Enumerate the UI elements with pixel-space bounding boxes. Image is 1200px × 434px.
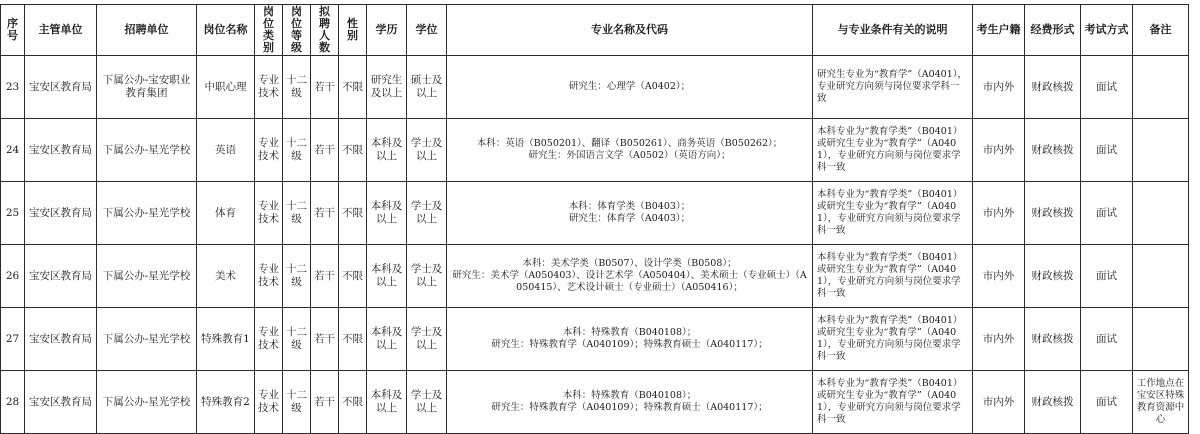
header-cell: 与专业条件有关的说明 xyxy=(813,5,973,56)
table-row xyxy=(1,245,1189,308)
cell-desc: 本科专业为“教育学类”（B0401）或研究生专业为“教育学”（A0401），专业研究方向须与岗位要求学科一致 xyxy=(813,245,973,308)
specialty-line: 本科：体育学类（B0403）； xyxy=(568,201,691,212)
cell-note xyxy=(1133,182,1189,245)
cell-desc: 本科专业为“教育学类”（B0401）或研究生专业为“教育学”（A0401），专业研究方向须与岗位要求学科一致 xyxy=(813,119,973,182)
cell-specialty xyxy=(447,182,813,245)
cell-level: 十二级 xyxy=(283,371,311,434)
header-cell: 学历 xyxy=(367,5,407,56)
cell-category: 专业技术 xyxy=(255,119,283,182)
cell-unit: 下属公办-星光学校 xyxy=(97,119,197,182)
cell-gender: 不限 xyxy=(339,56,367,119)
specialty-line: 本科：美术学类（B0507）、设计学类（B0508）； xyxy=(522,258,737,269)
cell-category: 专业技术 xyxy=(255,56,283,119)
cell-dept: 宝安区教育局 xyxy=(25,308,97,371)
cell-education: 研究生及以上 xyxy=(367,56,407,119)
header-cell: 主管单位 xyxy=(25,5,97,56)
cell-note xyxy=(1133,119,1189,182)
cell-education: 本科及以上 xyxy=(367,371,407,434)
cell-specialty xyxy=(447,245,813,308)
cell-no: 27 xyxy=(1,308,25,371)
cell-desc: 本科专业为“教育学类”（B0401）或研究生专业为“教育学”（A0401），专业研究方向须与岗位要求学科一致 xyxy=(813,308,973,371)
cell-dept: 宝安区教育局 xyxy=(25,56,97,119)
cell-gender: 不限 xyxy=(339,371,367,434)
cell-household: 市内外 xyxy=(973,245,1025,308)
cell-specialty xyxy=(447,56,813,119)
cell-unit: 下属公办-星光学校 xyxy=(97,371,197,434)
recruitment-table-wrapper xyxy=(0,4,1188,434)
cell-category: 专业技术 xyxy=(255,182,283,245)
cell-note xyxy=(1133,245,1189,308)
cell-exam: 面试 xyxy=(1081,308,1133,371)
cell-position: 体育 xyxy=(197,182,255,245)
cell-position: 特殊教育2 xyxy=(197,371,255,434)
cell-exam: 面试 xyxy=(1081,245,1133,308)
cell-gender: 不限 xyxy=(339,245,367,308)
cell-degree: 学士及以上 xyxy=(407,182,447,245)
specialty-line: 研究生：特殊教育学（A040109）；特殊教育硕士（A040117）； xyxy=(491,339,768,350)
cell-note: 工作地点在宝安区特殊教育资源中心 xyxy=(1133,371,1189,434)
cell-no: 25 xyxy=(1,182,25,245)
header-cell: 岗位名称 xyxy=(197,5,255,56)
header-cell: 考试方式 xyxy=(1081,5,1133,56)
cell-desc: 本科专业为“教育学类”（B0401）或研究生专业为“教育学”（A0401），专业研究方向须与岗位要求学科一致 xyxy=(813,371,973,434)
cell-level: 十二级 xyxy=(283,245,311,308)
cell-count: 若干 xyxy=(311,308,339,371)
cell-level: 十二级 xyxy=(283,119,311,182)
cell-no: 28 xyxy=(1,371,25,434)
header-cell: 学位 xyxy=(407,5,447,56)
specialty-line: 本科：英语（B050201）、翻译（B050261）、商务英语（B050262）； xyxy=(476,138,783,149)
header-cell: 考生户籍 xyxy=(973,5,1025,56)
cell-funding: 财政核拨 xyxy=(1025,182,1081,245)
cell-note xyxy=(1133,308,1189,371)
cell-exam: 面试 xyxy=(1081,119,1133,182)
cell-count: 若干 xyxy=(311,245,339,308)
cell-no: 26 xyxy=(1,245,25,308)
recruitment-table xyxy=(0,4,1189,434)
cell-category: 专业技术 xyxy=(255,245,283,308)
cell-specialty xyxy=(447,119,813,182)
cell-exam: 面试 xyxy=(1081,56,1133,119)
cell-unit: 下属公办-星光学校 xyxy=(97,245,197,308)
cell-funding: 财政核拨 xyxy=(1025,119,1081,182)
header-row xyxy=(1,5,1189,56)
cell-gender: 不限 xyxy=(339,308,367,371)
cell-household: 市内外 xyxy=(973,182,1025,245)
cell-gender: 不限 xyxy=(339,182,367,245)
header-cell: 备注 xyxy=(1133,5,1189,56)
header-cell: 性别 xyxy=(339,5,367,56)
header-cell: 招聘单位 xyxy=(97,5,197,56)
table-row xyxy=(1,182,1189,245)
cell-position: 中职心理 xyxy=(197,56,255,119)
cell-level: 十二级 xyxy=(283,56,311,119)
cell-degree: 硕士及以上 xyxy=(407,56,447,119)
cell-exam: 面试 xyxy=(1081,182,1133,245)
cell-education: 本科及以上 xyxy=(367,308,407,371)
cell-household: 市内外 xyxy=(973,371,1025,434)
specialty-line: 本科：特殊教育（B040108）； xyxy=(562,390,697,401)
header-cell: 经费形式 xyxy=(1025,5,1081,56)
table-row xyxy=(1,56,1189,119)
cell-category: 专业技术 xyxy=(255,371,283,434)
cell-count: 若干 xyxy=(311,371,339,434)
table-row xyxy=(1,308,1189,371)
cell-exam: 面试 xyxy=(1081,371,1133,434)
specialty-line: 研究生：心理学（A0402）； xyxy=(568,81,691,92)
cell-count: 若干 xyxy=(311,56,339,119)
cell-household: 市内外 xyxy=(973,56,1025,119)
cell-position: 英语 xyxy=(197,119,255,182)
cell-note xyxy=(1133,56,1189,119)
cell-education: 本科及以上 xyxy=(367,182,407,245)
header-cell: 专业名称及代码 xyxy=(447,5,813,56)
specialty-line: 研究生：特殊教育学（A040109）；特殊教育硕士（A040117）； xyxy=(491,402,768,413)
cell-count: 若干 xyxy=(311,119,339,182)
cell-education: 本科及以上 xyxy=(367,245,407,308)
specialty-line: 研究生：美术学（A050403）、设计艺术学（A050404）、美术硕士（专业硕士）（A050415）、艺术设计硕士（专业硕士）（A050416）； xyxy=(452,270,807,293)
header-cell: 序号 xyxy=(1,5,25,56)
header-cell: 岗位类别 xyxy=(255,5,283,56)
cell-unit: 下属公办-星光学校 xyxy=(97,308,197,371)
cell-category: 专业技术 xyxy=(255,308,283,371)
cell-degree: 学士及以上 xyxy=(407,371,447,434)
cell-specialty xyxy=(447,371,813,434)
cell-household: 市内外 xyxy=(973,308,1025,371)
cell-unit: 下属公办-星光学校 xyxy=(97,182,197,245)
header-cell: 拟聘人数 xyxy=(311,5,339,56)
specialty-line: 本科：特殊教育（B040108）； xyxy=(562,327,697,338)
cell-gender: 不限 xyxy=(339,119,367,182)
cell-no: 24 xyxy=(1,119,25,182)
cell-level: 十二级 xyxy=(283,182,311,245)
cell-degree: 学士及以上 xyxy=(407,308,447,371)
cell-dept: 宝安区教育局 xyxy=(25,371,97,434)
cell-funding: 财政核拨 xyxy=(1025,308,1081,371)
cell-specialty xyxy=(447,308,813,371)
cell-education: 本科及以上 xyxy=(367,119,407,182)
cell-no: 23 xyxy=(1,56,25,119)
table-row xyxy=(1,119,1189,182)
cell-funding: 财政核拨 xyxy=(1025,371,1081,434)
cell-count: 若干 xyxy=(311,182,339,245)
cell-funding: 财政核拨 xyxy=(1025,245,1081,308)
cell-funding: 财政核拨 xyxy=(1025,56,1081,119)
header-cell: 岗位等级 xyxy=(283,5,311,56)
specialty-line: 研究生：外国语言文学（A0502）（英语方向）； xyxy=(528,150,731,161)
cell-position: 特殊教育1 xyxy=(197,308,255,371)
cell-household: 市内外 xyxy=(973,119,1025,182)
cell-desc: 本科专业为“教育学类”（B0401）或研究生专业为“教育学”（A0401），专业研究方向须与岗位要求学科一致 xyxy=(813,182,973,245)
cell-level: 十二级 xyxy=(283,308,311,371)
cell-dept: 宝安区教育局 xyxy=(25,182,97,245)
cell-unit: 下属公办-宝安职业教育集团 xyxy=(97,56,197,119)
cell-dept: 宝安区教育局 xyxy=(25,245,97,308)
cell-degree: 学士及以上 xyxy=(407,119,447,182)
cell-dept: 宝安区教育局 xyxy=(25,119,97,182)
cell-desc: 研究生专业为“教育学”（A0401），专业研究方向须与岗位要求学科一致 xyxy=(813,56,973,119)
cell-degree: 学士及以上 xyxy=(407,245,447,308)
cell-position: 美术 xyxy=(197,245,255,308)
specialty-line: 研究生：体育学（A0403）； xyxy=(568,213,691,224)
table-row xyxy=(1,371,1189,434)
